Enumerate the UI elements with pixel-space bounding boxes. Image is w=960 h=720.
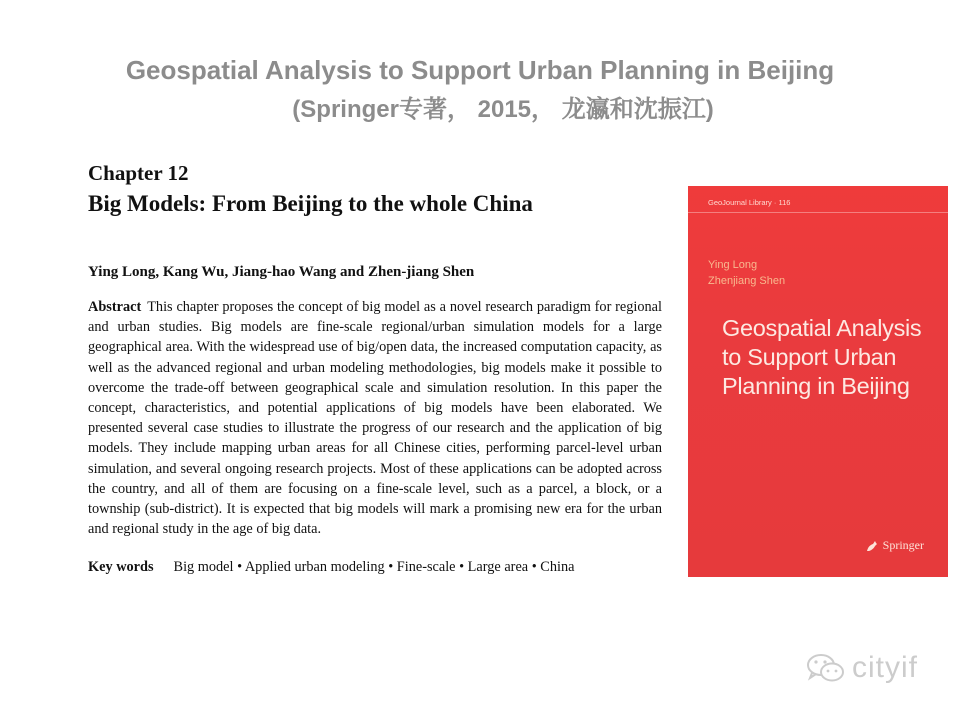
abstract: [88, 297, 662, 539]
cover-publisher-name: Springer: [882, 538, 924, 552]
cover-title: [722, 314, 942, 401]
chapter-authors: Ying Long, Kang Wu, Jiang-hao Wang and Zhen-jiang Shen: [88, 264, 475, 280]
keywords: [88, 557, 662, 578]
abstract-label: Abstract: [88, 299, 142, 315]
cover-title-line: Planning in Beijing: [722, 373, 910, 399]
chapter-label: Chapter 12: [88, 161, 189, 185]
chapter-title: Big Models: From Beijing to the whole China: [88, 191, 533, 216]
chapter-excerpt: [88, 155, 662, 578]
cover-author: Ying Long: [708, 259, 758, 271]
cover-title-line: Geospatial Analysis: [722, 315, 922, 341]
watermark: [806, 652, 918, 684]
slide-subtitle: (Springer专著， 2015， 龙瀛和沈振江): [292, 96, 714, 123]
keywords-text: Big model • Applied urban modeling • Fine-scale • Large area • China: [173, 559, 575, 576]
cover-divider: [688, 212, 948, 213]
keywords-label: Key words: [88, 559, 154, 576]
wechat-icon: [806, 652, 846, 684]
abstract-text: This chapter proposes the concept of big model as a novel research paradigm for regional and urban studies. Big models are fine-scale regional/urban simulation models for a large geographical area. With the widespread use of big/open data, the increased computation capacity, as well as the advanced regional and urban modeling methodologies, big models make it possible to overcome the trade-off between geographical scale and simulation resolution. In this paper the concept, characteristics, and potential applications of big models have been elaborated. We presented several case studies to illustrate the progress of our research and the application of big models. They include mapping urban areas for all Chinese cities, performing parcel-level urban simulation, and several ongoing research projects. Most of these applications can be adopted across the country, and all of them are focusing on a fine-scale level, such as a parcel, a block, or a township (sub-district). It is expected that big models will mark a promising new era for the urban and regional study in the age of big data.: [88, 299, 662, 538]
cover-publisher: [865, 538, 924, 553]
cover-title-line: to Support Urban: [722, 344, 897, 370]
cover-series: GeoJournal Library · 116: [708, 198, 791, 207]
book-cover-image: [688, 186, 948, 577]
slide-title: Geospatial Analysis to Support Urban Planning in Beijing: [125, 55, 835, 85]
cover-author: Zhenjiang Shen: [708, 275, 786, 287]
cover-authors: [708, 257, 785, 289]
springer-horse-icon: [865, 539, 879, 553]
watermark-text: cityif: [852, 651, 918, 684]
